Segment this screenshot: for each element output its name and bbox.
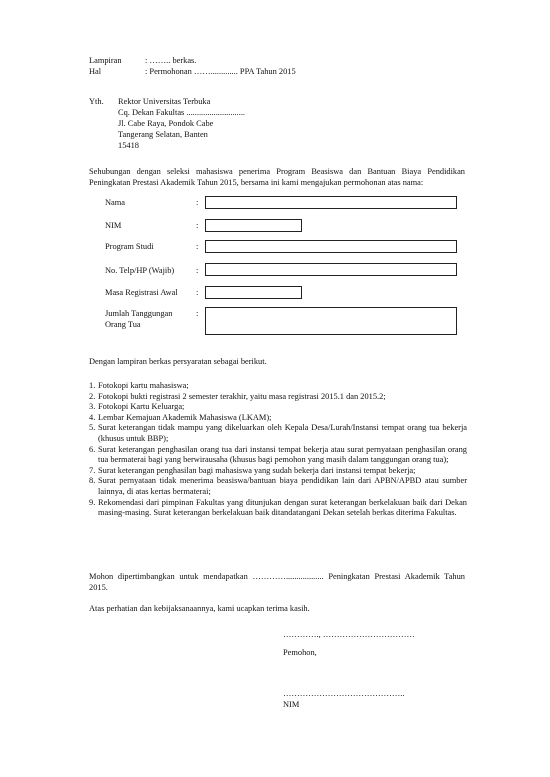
list-number: 8. [89, 476, 96, 486]
list-item [89, 476, 467, 497]
closing-request: Mohon dipertimbangkan untuk mendapatkan ………….................. Peningkatan Prestasi Akademik Tahun 2015. [89, 572, 465, 592]
list-text: Fotokopi Kartu Keluarga; [98, 402, 185, 412]
list-item [89, 402, 467, 413]
list-text: Lembar Kemajuan Akademik Mahasiswa (LKAM); [98, 412, 272, 422]
closing-thanks: Atas perhatian dan kebijaksanaannya, kami ucapkan terima kasih. [89, 604, 310, 613]
intro-paragraph: Sehubungan dengan seleksi mahasiswa penerima Program Beasiswa dan Bantuan Biaya Pendidikan Peningkatan Prestasi Akademik Tahun 2015, bersama ini kami mengajukan permohonan atas nama: [89, 167, 465, 187]
list-item [89, 413, 467, 424]
list-number: 3. [89, 402, 96, 412]
nim-input-box[interactable] [205, 219, 302, 232]
list-number: 2. [89, 391, 96, 401]
field-colon: : [196, 309, 199, 318]
field-colon: : [196, 198, 199, 207]
masa-registrasi-input-box[interactable] [205, 286, 302, 299]
list-number: 6. [89, 444, 96, 454]
field-label-masa-registrasi: Masa Registrasi Awal [105, 288, 178, 297]
list-text: Surat keterangan penghasilan orang tua dari instansi tempat bekerja atau surat pernyataan penghasilan orang tua bermaterai bagi yang berwirausaha (khusus bagi pemohon yang masih dalam tanggungan orang tua); [98, 444, 467, 465]
lampiran-value: : …….. berkas. [145, 56, 197, 65]
recipient-line: Cq. Dekan Fakultas ............................ [118, 108, 246, 117]
signature-role: Pemohon, [283, 648, 317, 657]
field-colon: : [196, 221, 199, 230]
list-text: Fotokopi kartu mahasiswa; [98, 381, 189, 390]
list-item [89, 381, 467, 392]
field-label-nama: Nama [105, 198, 125, 207]
recipient-line: Tangerang Selatan, Banten [118, 130, 208, 139]
list-text: Fotokopi bukti registrasi 2 semester terakhir, yaitu masa registrasi 2015.1 dan 2015.2; [98, 391, 386, 401]
list-item [89, 498, 467, 519]
hal-value: : Permohonan ……............. PPA Tahun 2015 [145, 67, 296, 76]
program-studi-input-box[interactable] [205, 240, 457, 253]
nama-input-box[interactable] [205, 196, 457, 209]
list-text: Surat keterangan penghasilan bagi mahasiswa yang sudah bekerja dari instansi tempat bekerja; [98, 465, 416, 475]
recipient-line: Jl. Cabe Raya, Pondok Cabe [118, 119, 214, 128]
field-label-nim: NIM [105, 221, 122, 230]
list-item [89, 423, 467, 444]
list-number: 9. [89, 497, 96, 507]
attachments-intro: Dengan lampiran berkas persyaratan sebagai berikut. [89, 357, 267, 366]
field-colon: : [196, 266, 199, 275]
field-colon: : [196, 242, 199, 251]
field-label-tanggungan: Jumlah Tanggungan [105, 309, 173, 318]
list-number: 5. [89, 423, 96, 433]
telp-input-box[interactable] [205, 263, 457, 276]
list-item [89, 445, 467, 466]
field-label-telp: No. Telp/HP (Wajib) [105, 266, 175, 275]
yth-label: Yth. [89, 97, 104, 106]
lampiran-label: Lampiran [89, 56, 122, 65]
list-number: 7. [89, 465, 96, 475]
field-label-tanggungan-line2: Orang Tua [105, 320, 141, 329]
field-colon: : [196, 288, 199, 297]
hal-label: Hal [89, 67, 102, 76]
signature-nim-label: NIM [283, 700, 300, 709]
list-text: Surat pernyataan tidak menerima beasiswa/bantuan biaya pendidikan lain dari APBN/APBD atau sumber lainnya, di atas kertas bermaterai; [98, 476, 467, 496]
signature-name-line: …………………………………….. [283, 689, 405, 698]
attachments-list [89, 381, 467, 519]
signature-place-date: …………., …………………………… [283, 630, 415, 639]
tanggungan-input-box[interactable] [205, 307, 457, 335]
recipient-line: 15418 [118, 141, 139, 150]
list-text: Rekomendasi dari pimpinan Fakultas yang ditunjukan dengan surat keterangan berkelakuan baik dari Dekan masing-masing. Surat keterangan berkelakuan baik ditandatangani Dekan setelah berkas diterima Fakultas. [98, 497, 467, 518]
list-text: Surat keterangan tidak mampu yang dikeluarkan oleh Kepala Desa/Lurah/Instansi tempat orang tua bekerja (khusus untuk BBP); [98, 423, 467, 443]
list-number: 4. [89, 412, 96, 422]
field-label-program-studi: Program Studi [105, 242, 154, 251]
list-number: 1. [89, 381, 96, 390]
list-item [89, 466, 467, 477]
list-item [89, 392, 467, 403]
recipient-line: Rektor Universitas Terbuka [118, 97, 211, 106]
